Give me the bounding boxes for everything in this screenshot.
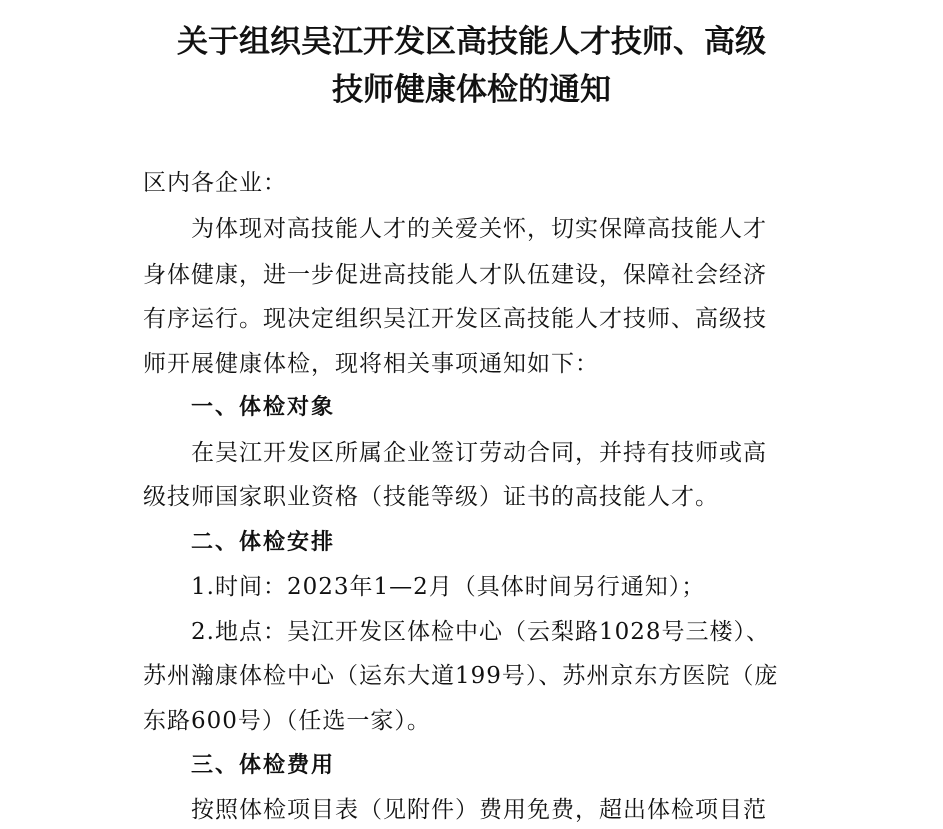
paragraph-line: 按照体检项目表（见附件）费用免费，超出体检项目范	[191, 797, 767, 823]
list-item-location: 2.地点：吴江开发区体检中心（云梨路1028号三楼）、	[191, 619, 770, 645]
paragraph-line: 有序运行。现决定组织吴江开发区高技能人才技师、高级技	[143, 306, 767, 332]
document-title-line-2: 技师健康体检的通知	[332, 72, 611, 108]
paragraph-line: 师开展健康体检，现将相关事项通知如下：	[143, 351, 599, 377]
section-heading-1: 一、体检对象	[191, 395, 336, 420]
paragraph-line: 为体现对高技能人才的关爱关怀，切实保障高技能人才	[191, 216, 767, 242]
section-heading-3: 三、体检费用	[191, 753, 336, 778]
list-item-time: 1.时间：2023年1—2月（具体时间另行通知）；	[191, 574, 706, 600]
paragraph-line: 级技师国家职业资格（技能等级）证书的高技能人才。	[143, 484, 719, 510]
paragraph-line: 东路600号）（任选一家）。	[143, 708, 431, 734]
salutation: 区内各企业：	[143, 170, 287, 196]
paragraph-line: 在吴江开发区所属企业签订劳动合同，并持有技师或高	[191, 440, 767, 466]
paragraph-line: 身体健康，进一步促进高技能人才队伍建设，保障社会经济	[143, 262, 767, 288]
document-title-line-1: 关于组织吴江开发区高技能人才技师、高级	[177, 24, 766, 60]
section-heading-2: 二、体检安排	[191, 530, 336, 555]
paragraph-line: 苏州瀚康体检中心（运东大道199号）、苏州京东方医院（庞	[143, 663, 779, 689]
